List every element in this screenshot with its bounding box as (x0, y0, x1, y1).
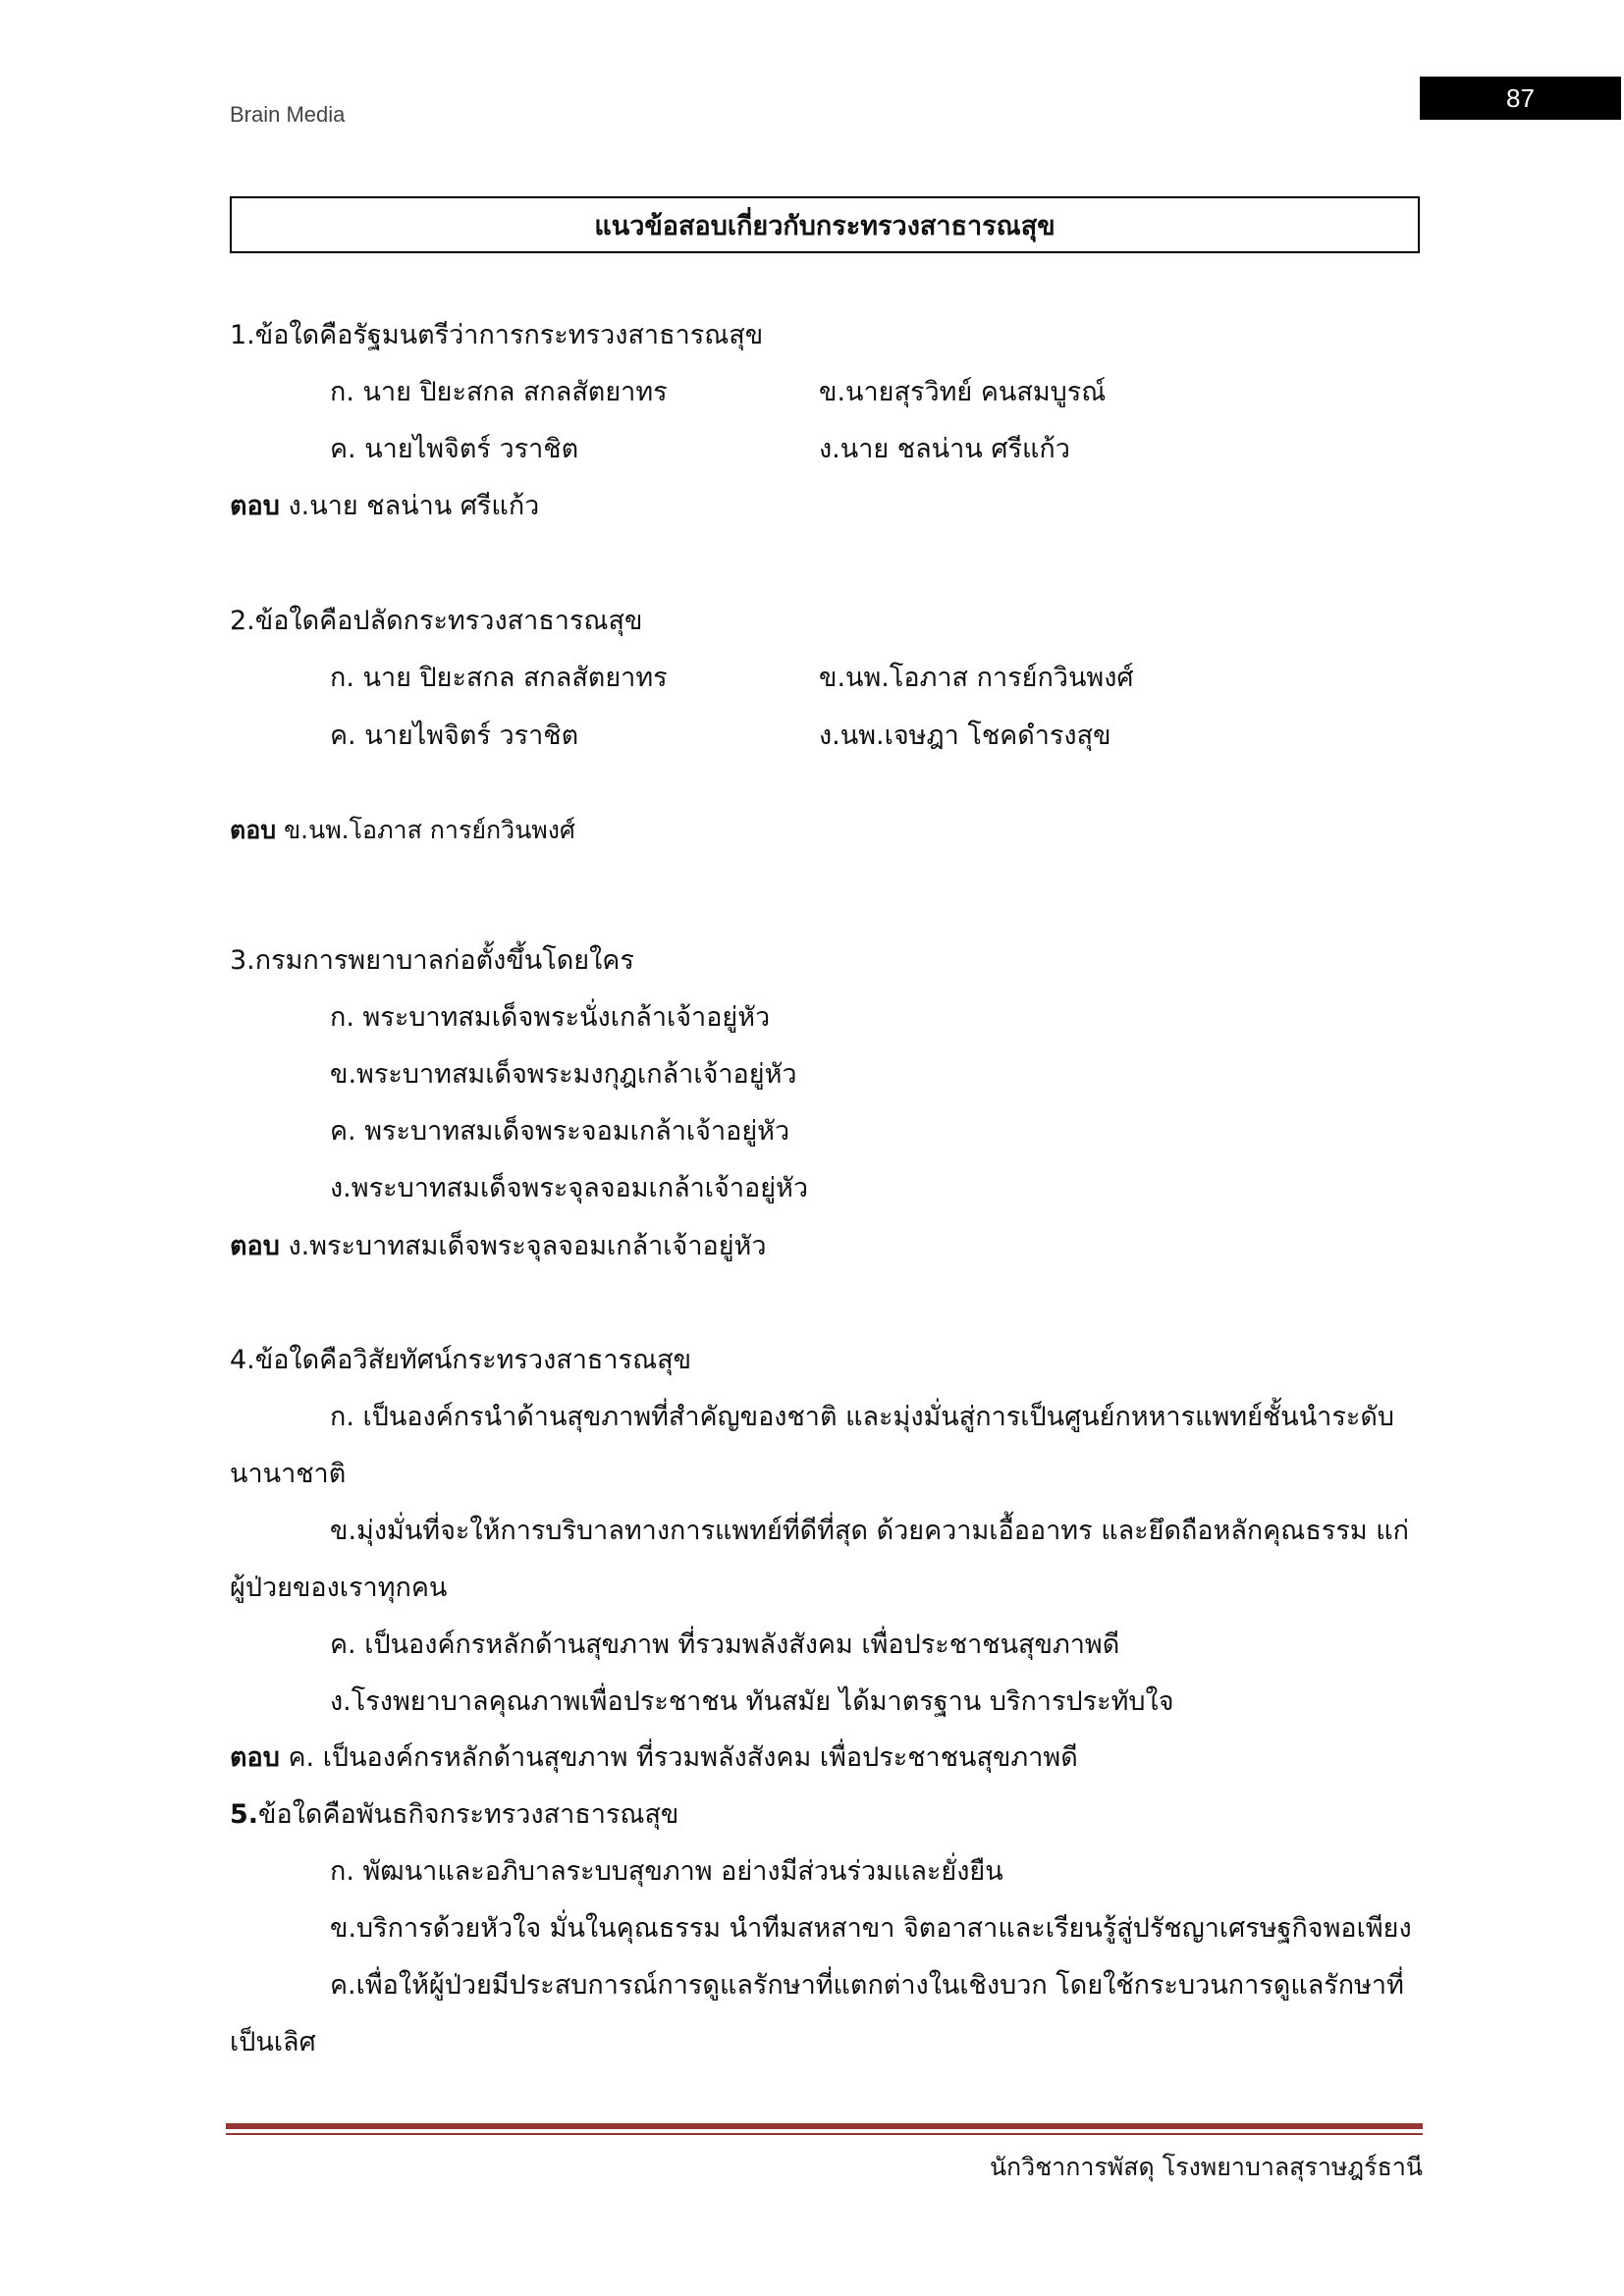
footer-rule-thin (226, 2133, 1423, 2135)
q2-answer-text: ข.นพ.โอภาส การย์กวินพงศ์ (276, 816, 575, 844)
question-5-number: 5. (230, 1799, 259, 1830)
answer-label: ตอบ (230, 816, 277, 844)
q5-option-a: ก. พัฒนาและอภิบาลระบบสุขภาพ อย่างมีส่วนร่วมและยั่งยืน (330, 1856, 1003, 1887)
answer-label: ตอบ (230, 491, 280, 521)
question-4: 4.ข้อใดคือวิสัยทัศน์กระทรวงสาธารณสุข (230, 1345, 692, 1375)
q4-answer-text: ค. เป็นองค์กรหลักด้านสุขภาพ ที่รวมพลังสังคม เพื่อประชาชนสุขภาพดี (279, 1742, 1078, 1773)
q1-option-b: ข.นายสุรวิทย์ คนสมบูรณ์ (819, 377, 1107, 407)
footer-rule-thick (226, 2123, 1423, 2129)
q3-answer-text: ง.พระบาทสมเด็จพระจุลจอมเกล้าเจ้าอยู่หัว (279, 1231, 767, 1261)
q2-answer (230, 811, 575, 850)
page-title-text: แนวข้อสอบเกี่ยวกับกระทรวงสาธารณสุข (594, 210, 1056, 241)
q3-option-a: ก. พระบาทสมเด็จพระนั่งเกล้าเจ้าอยู่หัว (330, 1002, 771, 1033)
q2-option-b: ข.นพ.โอภาส การย์กวินพงศ์ (819, 663, 1134, 693)
page-title (230, 196, 1420, 253)
q4-option-a-cont: นานาชาติ (230, 1459, 347, 1489)
question-5-text: ข้อใดคือพันธกิจกระทรวงสาธารณสุข (258, 1799, 679, 1830)
q1-option-c: ค. นายไพจิตร์ วราชิต (330, 434, 579, 464)
q4-option-c: ค. เป็นองค์กรหลักด้านสุขภาพ ที่รวมพลังสังคม เพื่อประชาชนสุขภาพดี (330, 1629, 1120, 1660)
q3-answer (230, 1227, 767, 1266)
q1-answer-text: ง.นาย ชลน่าน ศรีแก้ว (279, 491, 540, 521)
q4-answer (230, 1738, 1078, 1778)
q1-answer (230, 487, 539, 526)
q2-option-c: ค. นายไพจิตร์ วราชิต (330, 721, 579, 751)
q3-option-c: ค. พระบาทสมเด็จพระจอมเกล้าเจ้าอยู่หัว (330, 1116, 790, 1147)
answer-label: ตอบ (230, 1231, 280, 1261)
question-5 (230, 1795, 678, 1835)
q4-option-b-cont: ผู้ป่วยของเราทุกคน (230, 1573, 448, 1603)
q3-option-d: ง.พระบาทสมเด็จพระจุลจอมเกล้าเจ้าอยู่หัว (330, 1173, 809, 1203)
page-number: 87 (1420, 77, 1621, 120)
q1-option-d: ง.นาย ชลน่าน ศรีแก้ว (819, 434, 1070, 464)
question-1: 1.ข้อใดคือรัฐมนตรีว่าการกระทรวงสาธารณสุข (230, 320, 764, 350)
q3-option-b: ข.พระบาทสมเด็จพระมงกุฎเกล้าเจ้าอยู่หัว (330, 1059, 797, 1090)
question-3: 3.กรมการพยาบาลก่อตั้งขึ้นโดยใคร (230, 945, 634, 976)
q2-option-a: ก. นาย ปิยะสกล สกลสัตยาทร (330, 663, 668, 693)
q5-option-b: ข.บริการด้วยหัวใจ มั่นในคุณธรรม นำทีมสหสาขา จิตอาสาและเรียนรู้สู่ปรัชญาเศรษฐกิจพอเพียง (330, 1913, 1412, 1944)
q4-option-d: ง.โรงพยาบาลคุณภาพเพื่อประชาชน ทันสมัย ได้มาตรฐาน บริการประทับใจ (330, 1686, 1174, 1717)
q2-option-d: ง.นพ.เจษฎา โชคดำรงสุข (819, 721, 1111, 751)
question-2: 2.ข้อใดคือปลัดกระทรวงสาธารณสุข (230, 606, 643, 636)
q4-option-a: ก. เป็นองค์กรนำด้านสุขภาพที่สำคัญของชาติ และมุ่งมั่นสู่การเป็นศูนย์กหหารแพทย์ชั้นนำระดับ (330, 1402, 1394, 1432)
footer-text: นักวิชาการพัสดุ โรงพยาบาลสุราษฎร์ธานี (989, 2153, 1423, 2181)
q5-option-c: ค.เพื่อให้ผู้ป่วยมีประสบการณ์การดูแลรักษาที่แตกต่างในเชิงบวก โดยใช้กระบวนการดูแลรักษาที่ (330, 1970, 1404, 2001)
brand-name: Brain Media (230, 102, 346, 127)
answer-label: ตอบ (230, 1742, 280, 1773)
q4-option-b: ข.มุ่งมั่นที่จะให้การบริบาลทางการแพทย์ที่ดีที่สุด ด้วยความเอื้ออาทร และยึดถือหลักคุณธรรม แก่ (330, 1516, 1409, 1546)
q5-option-c-cont: เป็นเลิศ (230, 2027, 316, 2057)
q1-option-a: ก. นาย ปิยะสกล สกลสัตยาทร (330, 377, 668, 407)
